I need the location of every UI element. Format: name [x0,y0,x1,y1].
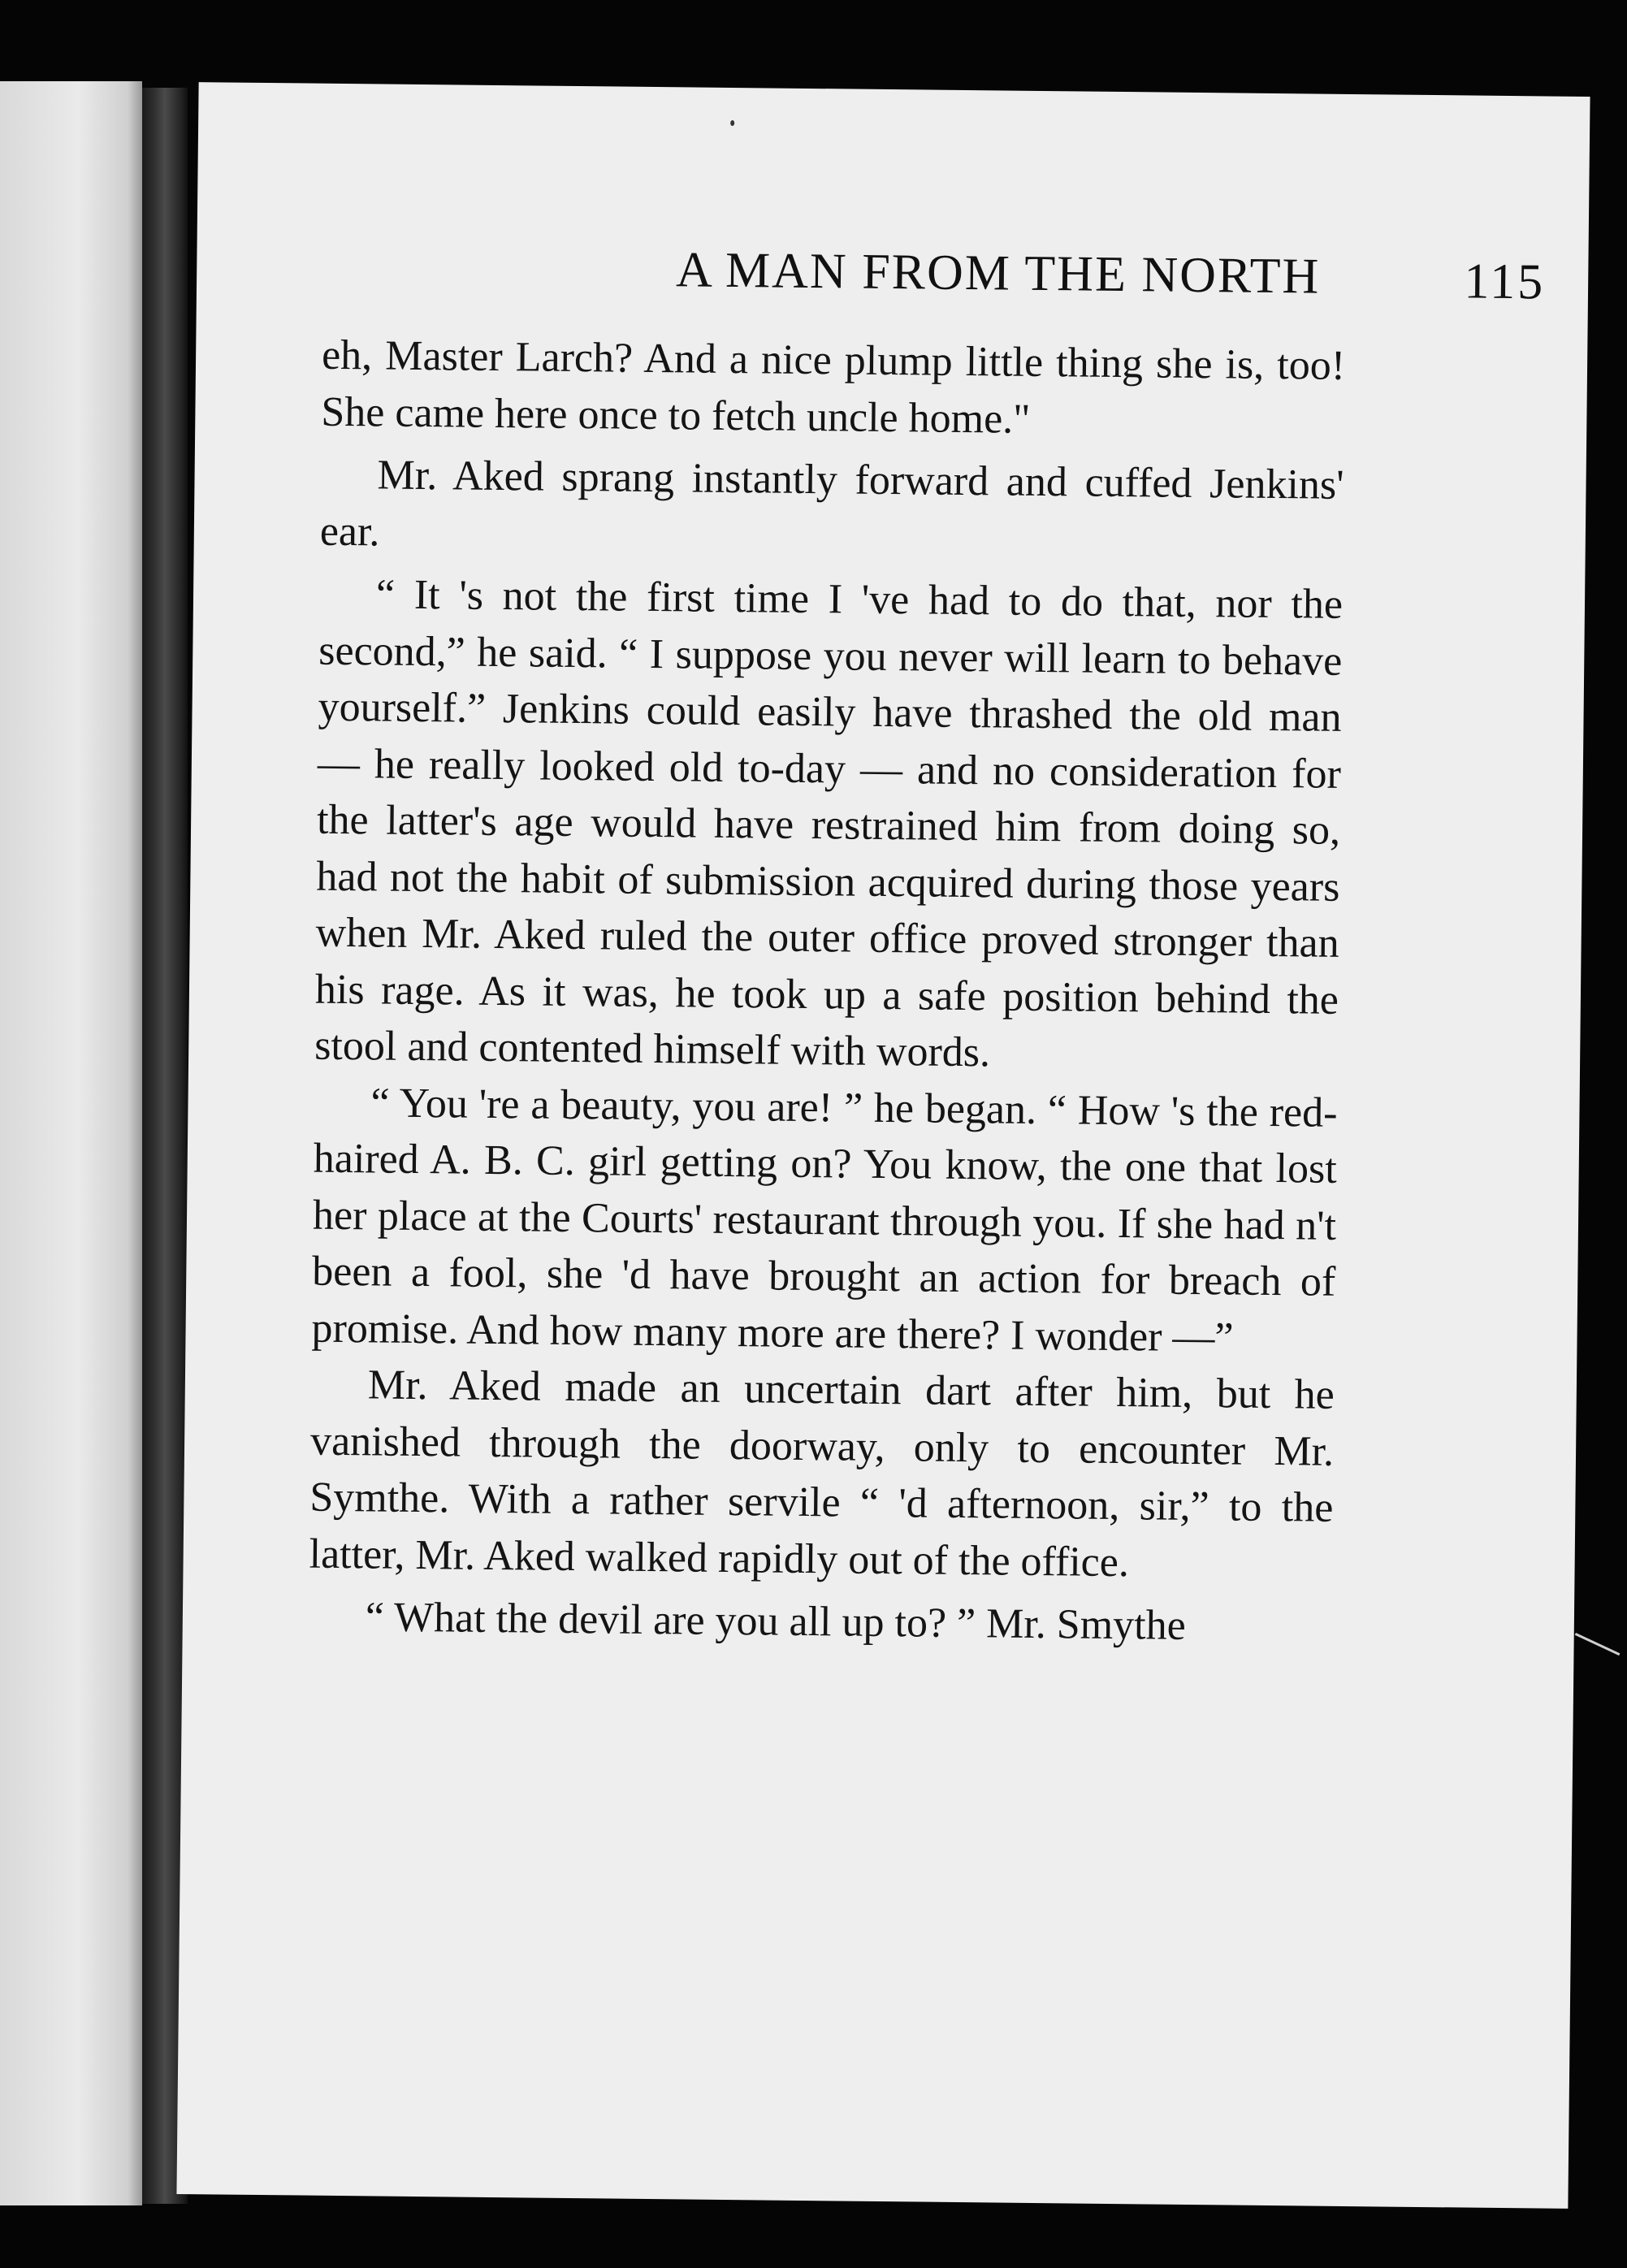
facing-page-edge [0,81,142,2205]
paragraph: “ You 're a beauty, you are! ” he began. “ How 's the red-haired A. B. C. girl getting on? You know, the one that lost her place at the Courts' restaurant through you. If she had n't been a fool, she 'd have brought an action for breach of promise. And how many more are there? I wonder —” [311,1079,1338,1361]
paragraph: Mr. Aked made an uncertain dart after him, but he vanished through the doorway, only to encounter Mr. Symthe. With a rather servile “ 'd afternoon, sir,” to the latter, Mr. Aked walked rapidly out of the office. [309,1361,1335,1586]
ink-speck [730,120,734,126]
running-head [473,240,1546,324]
paragraph: “ What the devil are you all up to? ” Mr. Smythe [365,1594,1187,1649]
body-text [309,327,1346,1656]
book-page [176,82,1590,2209]
page-number: 115 [1464,253,1546,310]
paragraph: eh, Master Larch? And a nice plump little thing she is, too! She came here once to fetch uncle home." [321,331,1346,443]
paragraph: “ It 's not the first time I 've had to do that, nor the second,” he said. “ I suppose you never will learn to behave yourself.” Jenkins could easily have thrashed the old man — he really looked old to-day — and no consideration for the latter's age would have restrained him from doing so, had not the habit of submission acquired during those years when Mr. Aked ruled the outer office proved stronger than his rage. As it was, he took up a safe position behind the stool and contented himself with words. [314,571,1344,1076]
page-content [176,82,1590,2209]
running-title: A MAN FROM THE NORTH [675,242,1321,305]
paragraph: Mr. Aked sprang instantly forward and cuffed Jenkins' ear. [319,452,1344,555]
